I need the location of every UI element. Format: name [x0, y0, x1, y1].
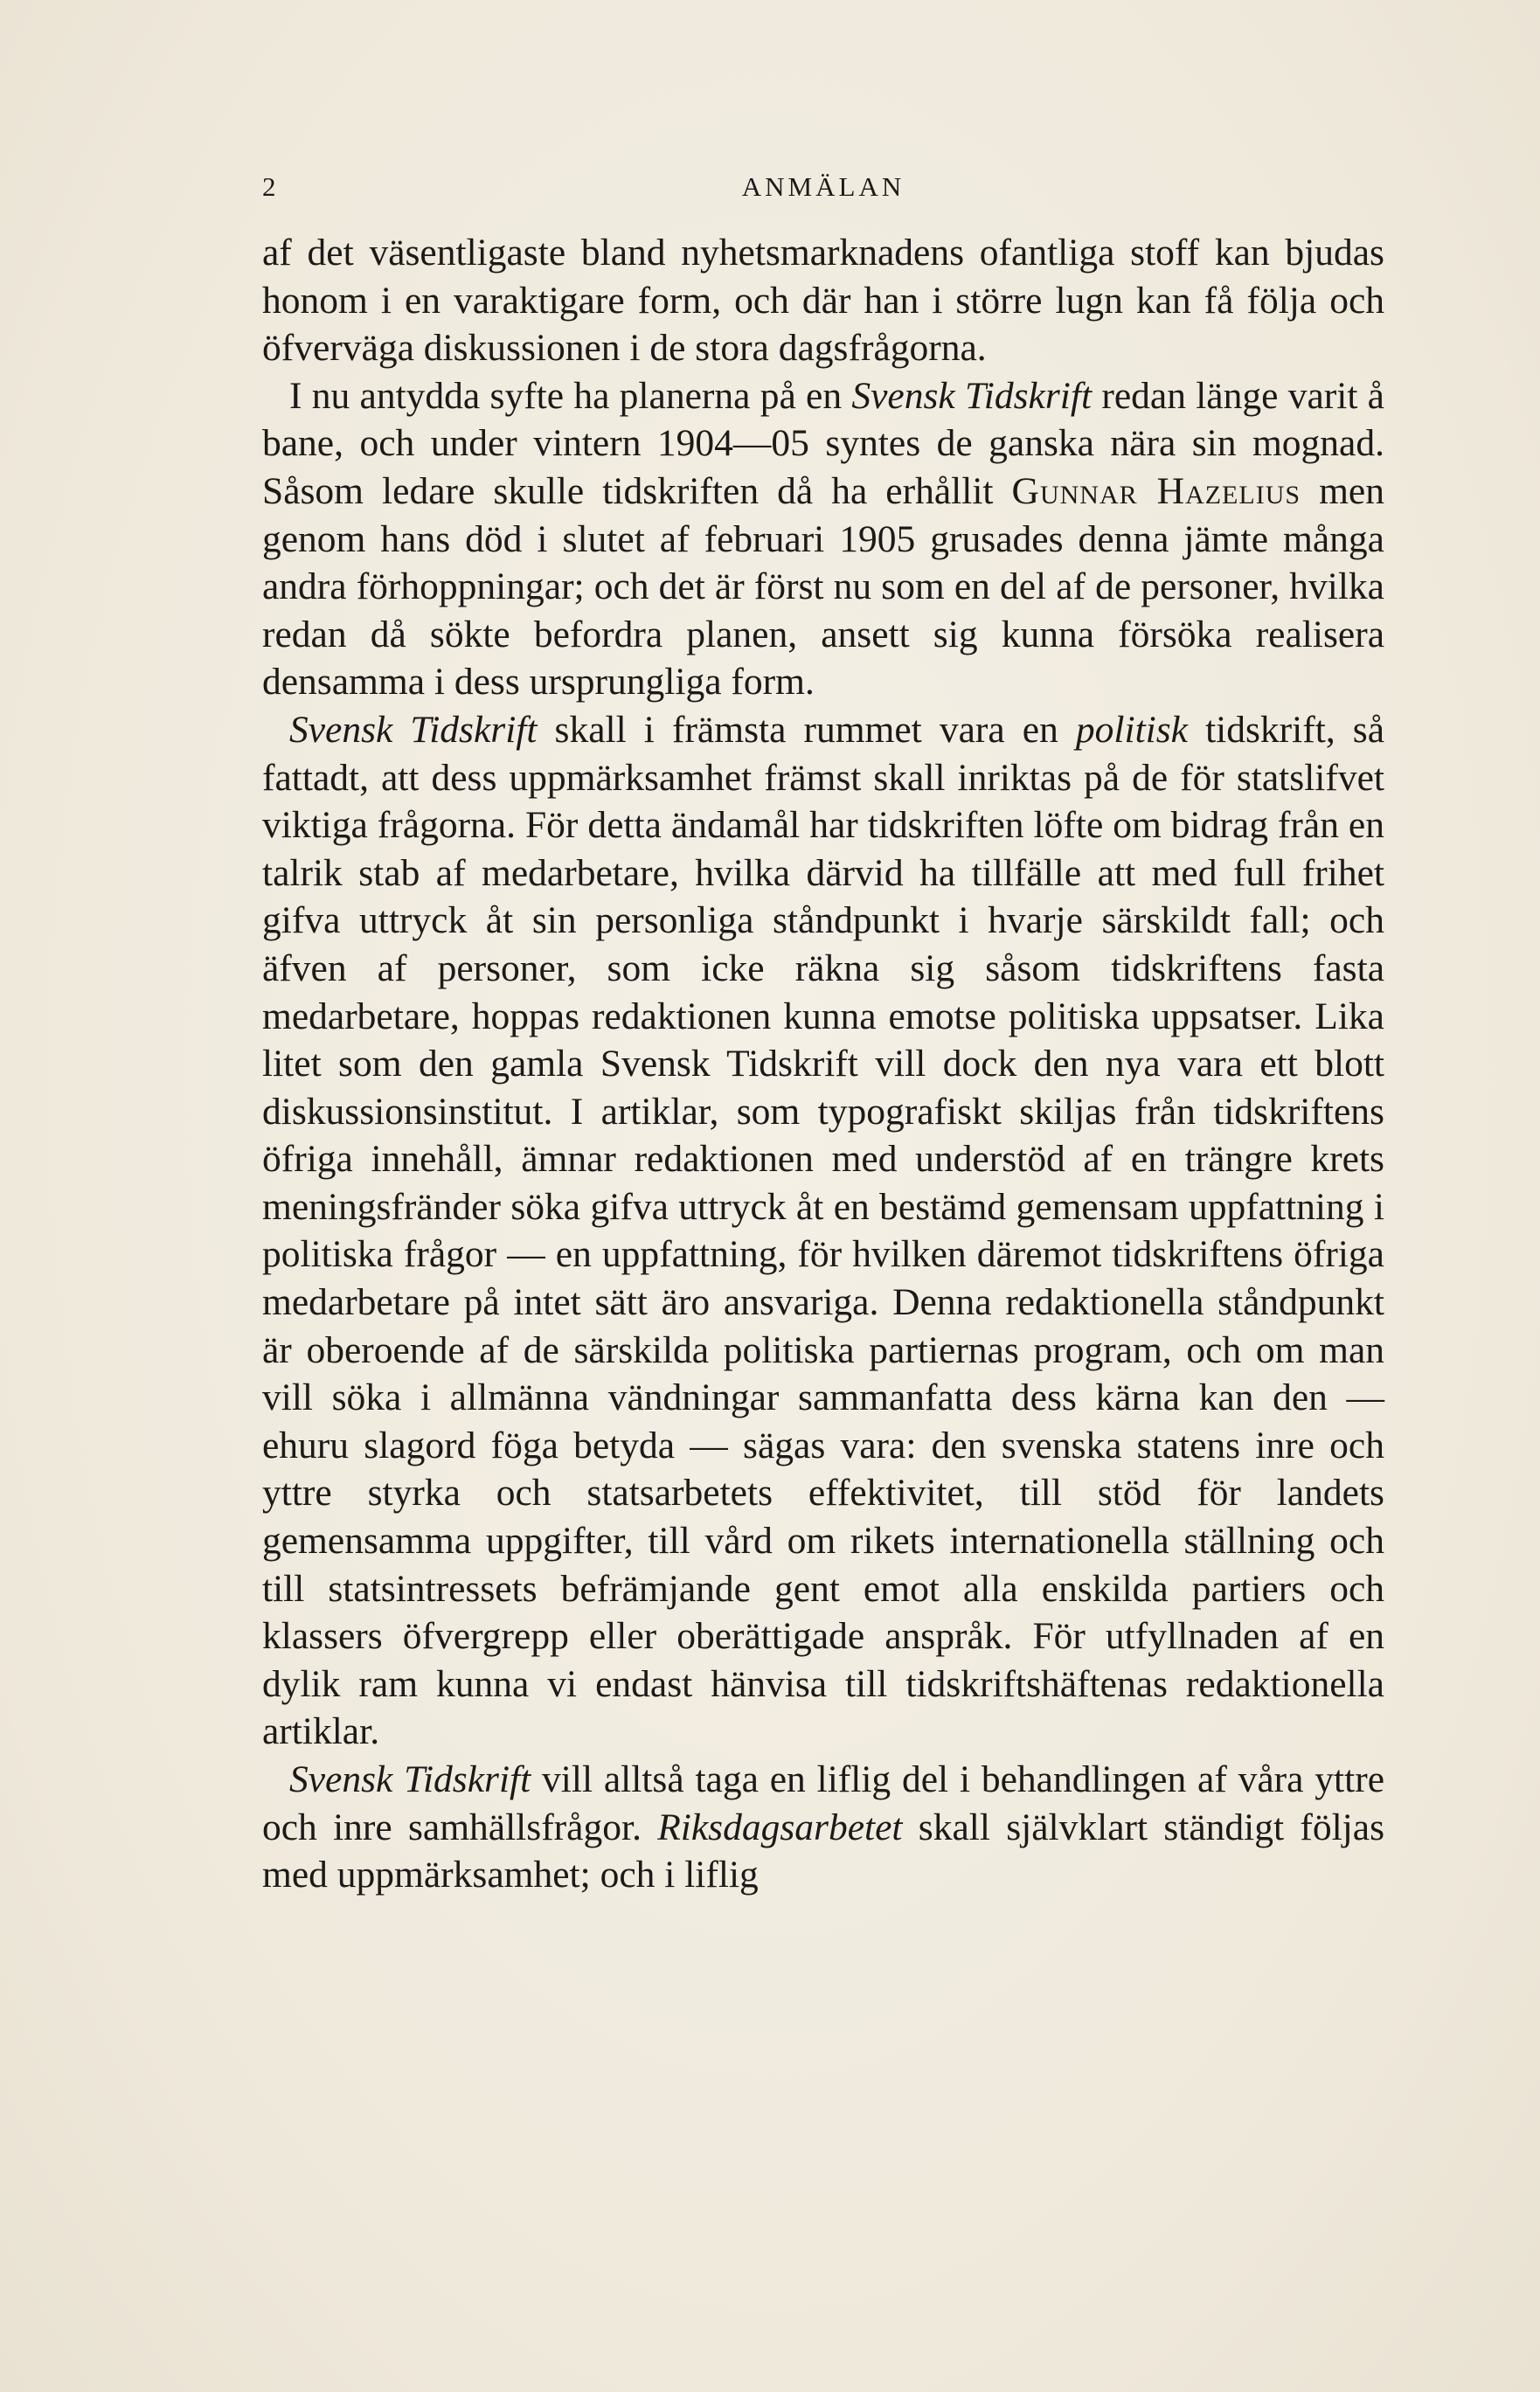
paragraph-4-text-b: skall självklart ständigt följas med uppmärksamhet; och i liflig [262, 1806, 1385, 1896]
body-text [262, 229, 1384, 1899]
journal-title-italic: Svensk Tidskrift [289, 1758, 531, 1800]
journal-title-italic: Svensk Tidskrift [289, 708, 538, 751]
paragraph-1 [262, 229, 1384, 372]
paragraph-4 [262, 1756, 1384, 1899]
running-title: ANMÄLAN [741, 171, 905, 202]
paragraph-1-text: af det väsentligaste bland nyhetsmarknadens ofantliga stoff kan bjudas honom i en varaktigare form, och där han i större lugn kan få följa och öfverväga diskussionen i de stora dagsfrågorna. [262, 232, 1384, 370]
paragraph-2 [262, 372, 1384, 706]
paragraph-3-text-a: skall i främsta rummet vara en [537, 708, 1076, 751]
person-name-smallcaps: Gunnar Hazelius [1011, 469, 1301, 512]
page-number: 2 [262, 171, 277, 202]
journal-title-italic: Svensk Tidskrift [851, 374, 1093, 417]
paragraph-2-text-b: redan länge varit å bane, och under vintern 1904—05 syntes de ganska nära sin mognad. Såsom ledare skulle tidskriften då ha erhållit [262, 374, 1384, 512]
paragraph-3-text-b: tidskrift, så fattadt, att dess uppmärksamhet främst skall inriktas på de för statslifvet viktiga frågorna. För detta ändamål har tidskriften löfte om bidrag från en talrik stab af medarbetare, hvilka därvid ha tillfälle att med full frihet gifva uttryck åt sin personliga ståndpunkt i hvarje särskildt fall; och äfven af personer, som icke räkna sig såsom tidskriftens fasta medarbetare, hoppas redaktionen kunna emotse politiska uppsatser. Lika litet som den gamla Svensk Tidskrift vill dock den nya vara ett blott diskussionsinstitut. I artiklar, som typografiskt skiljas från tidskriftens öfriga innehåll, ämnar redaktionen med understöd af en trängre krets meningsfränder söka gifva uttryck åt en bestämd gemensam uppfattning i politiska frågor — en uppfattning, för hvilken däremot tidskriftens öfriga medarbetare på intet sätt äro ansvariga. Denna redaktionella ståndpunkt är oberoende af de särskilda politiska partiernas program, och om man vill söka i allmänna vändningar sammanfatta dess kärna kan den — ehuru slagord föga betyda — sägas vara: den svenska statens inre och yttre styrka och statsarbetets effektivitet, till stöd för landets gemensamma uppgifter, till vård om rikets internationella ställning och till statsintressets befrämjande gent emot alla enskilda partiers och klassers öfvergrepp eller oberättigade anspråk. För utfyllnaden af en dylik ram kunna vi endast hänvisa till tidskriftshäftenas redaktionella artiklar. [262, 708, 1385, 1753]
paragraph-2-text-a: I nu antydda syfte ha planerna på en [289, 374, 852, 417]
paragraph-4-text-a: vill alltså taga en liflig del i behandlingen af våra yttre och inre samhällsfrågor. [262, 1758, 1384, 1848]
emphasis-italic: Riksdagsarbetet [657, 1806, 903, 1848]
paragraph-2-text-c: men genom hans död i slutet af februari 1905 grusades denna jämte många andra förhoppningar; och det är först nu som en del af de personer, hvilka redan då sökte befordra planen, ansett sig kunna försöka realisera densamma i dess ursprungliga form. [262, 469, 1384, 704]
paragraph-3 [262, 706, 1384, 1756]
emphasis-italic: politisk [1075, 708, 1188, 751]
running-head [262, 171, 1384, 213]
